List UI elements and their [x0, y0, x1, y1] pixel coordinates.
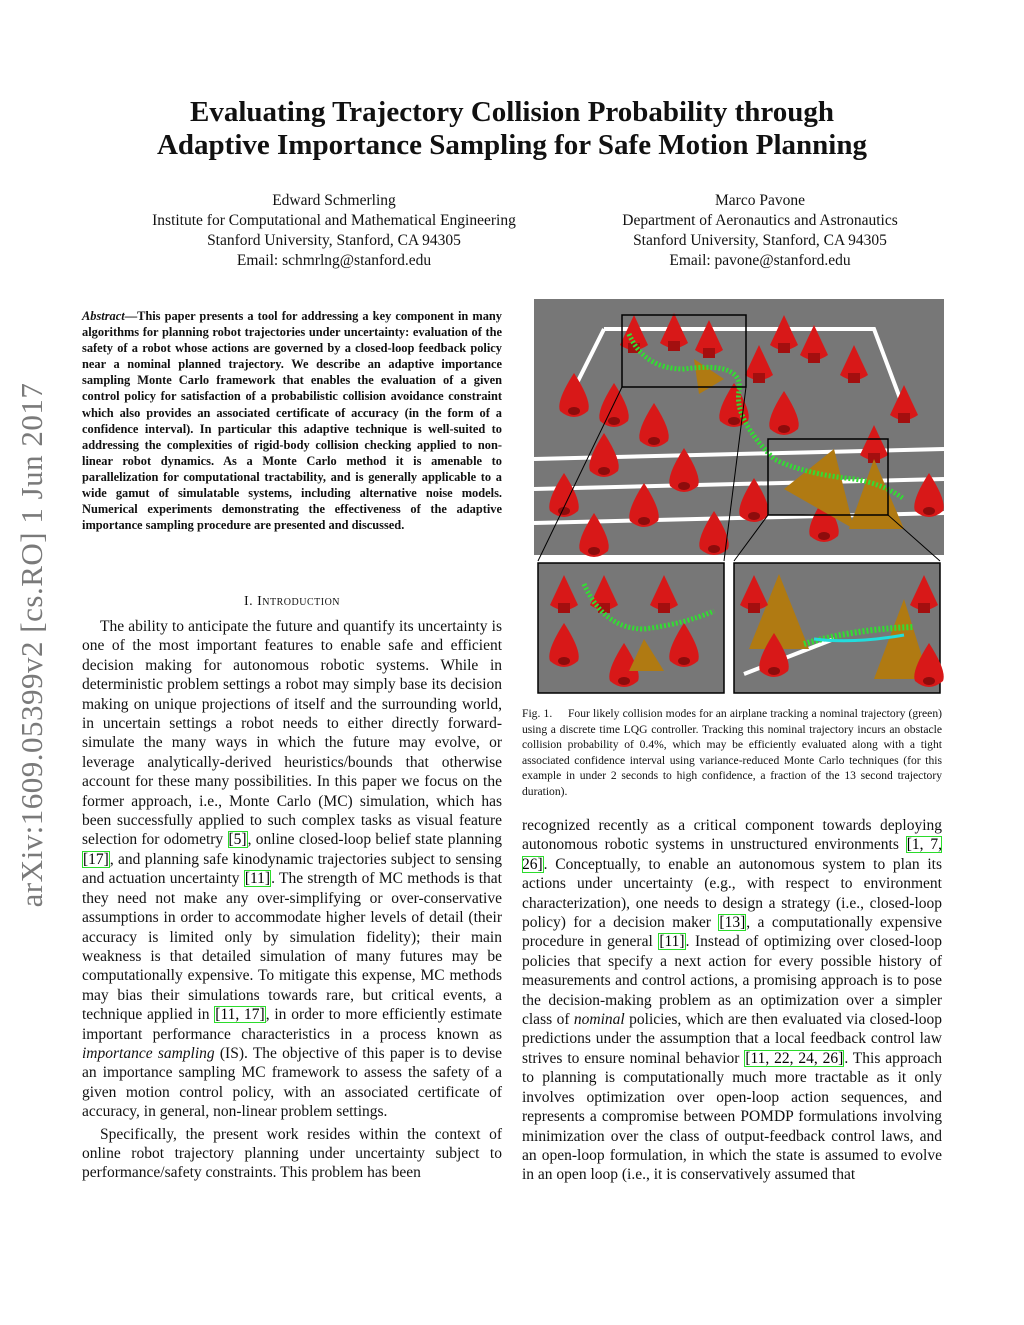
figure-1-image	[534, 299, 944, 695]
author-affiliation: Department of Aeronautics and Astronautics	[622, 212, 898, 229]
right-paragraph	[522, 816, 942, 1185]
figure-1	[534, 299, 944, 695]
citation-link[interactable]: [1, 7, 26]	[522, 836, 942, 873]
text-run: . Conceptually, to enable an autonomous system to plan its actions under uncertainty (e.g., with respect to environment characterization), one needs to design a strategy (i.e., closed-loop policy) for a decision maker	[522, 855, 942, 932]
zoom-panel-1	[538, 563, 724, 693]
text-run: recognized recently as a critical component towards deploying autonomous robotic systems in unstructured environments	[522, 817, 942, 854]
section-heading	[82, 594, 502, 610]
section-number: I.	[243, 594, 254, 609]
citation-link[interactable]: [11, 17]	[215, 1006, 265, 1024]
citation-link[interactable]: [13]	[719, 914, 746, 932]
author-name: Marco Pavone	[715, 192, 805, 209]
intro-paragraph-2: Specifically, the present work resides within the context of online robot trajectory planning under uncertainty subject to performance/safety constraints. This problem has been	[82, 1125, 502, 1182]
text-run: . The strength of MC methods is that they need not make any over-simplifying or over-conservative assumptions in order to accommodate higher levels of detail (their accuracy is limited only by simulation fidelity); their main weakness is that detailed simulation of many futures may be computationally expensive. To mitigate this expense, MC methods may bias their simulations towards rare, but critical events, a technique applied in	[82, 870, 502, 1024]
text-run: , and planning safe kinodynamic trajectories subject to sensing and actuation uncertainty	[82, 850, 502, 888]
zoom-panel-2	[734, 563, 944, 693]
abstract	[82, 308, 502, 533]
caption-text: Four likely collision modes for an airplane tracking a nominal trajectory (green) using a discrete time LQG controller. Tracking this nominal trajectory incurs an obstacle collision probability of 0.4%, which may be efficiently evaluated along with a tight associated confidence interval using variance-reduced Monte Carlo techniques (for this example in under 2 seconds to high confidence, a fraction of the 13 second trajectory duration).	[522, 707, 942, 798]
author-email: Email: schmrlng@stanford.edu	[236, 252, 432, 269]
text-run: (IS). The objective of this paper is to devise an importance sampling MC framework to assess the safety of a given motion control policy, with an associated certificate of accuracy, in general, non-linear problem settings.	[82, 1044, 503, 1121]
author-address: Stanford University, Stanford, CA 94305	[633, 232, 887, 249]
emphasis: nominal	[573, 1011, 625, 1029]
citation-link[interactable]: [11]	[244, 870, 271, 888]
citation-link[interactable]: [11, 22, 24, 26]	[745, 1049, 844, 1067]
arxiv-id-text: arXiv:1609.05399v2 [cs.RO] 1 Jun 2017	[14, 382, 49, 908]
abstract-text: —This paper presents a tool for addressing a key component in many algorithms for planning robot trajectories under uncertainty: evaluation of the safety of a robot whose actions are governed by a closed-loop feedback policy near a nominal planned trajectory. We describe an adaptive importance sampling Monte Carlo framework that enables the evaluation of a given control policy for satisfaction of a probabilistic collision avoidance constraint which also provides an associated certificate of accuracy (in the form of a confidence interval). In particular this adaptive technique is well-suited to addressing the complexities of rigid-body collision checking applied to non-linear robot dynamics. As a Monte Carlo method it is amenable to parallelization for computational tractability, and is generally applicable to a wide gamut of simulatable systems, including alternative noise models. Numerical experiments demonstrating the effectiveness of the adaptive importance sampling procedure are presented and discussed.	[82, 309, 502, 533]
intro-body	[82, 617, 502, 1183]
text-run: policies, which are then evaluated via closed-loop predictions under the assumption that a local feedback control law strives to ensure nominal behavior	[522, 1011, 942, 1067]
text-run: . This approach to planning is computationally much more tractable as it only involves optimization over open-loop action sequences, and represents a compromise between POMDP formulations involving minimization over the class of output-feedback control laws, and an open-loop formulation, in which the state is assumed to evolve in an open loop (i.e., it is conservatively assumed that	[522, 1049, 943, 1184]
figure-caption	[522, 706, 942, 800]
citation-link[interactable]: [11]	[659, 933, 685, 951]
paper-title	[100, 96, 924, 162]
caption-label: Fig. 1.	[522, 707, 553, 720]
section-title: Introduction	[257, 594, 341, 609]
abstract-label: Abstract	[82, 309, 125, 323]
author-block-1	[110, 191, 558, 271]
citation-link[interactable]: [17]	[83, 850, 109, 868]
author-name: Edward Schmerling	[272, 192, 396, 209]
author-email: Email: pavone@stanford.edu	[669, 252, 851, 269]
arxiv-sidebar-id	[8, 365, 56, 925]
intro-paragraph-1	[82, 617, 502, 1122]
title-line-1: Evaluating Trajectory Collision Probability through	[190, 96, 834, 128]
author-block-2	[560, 191, 960, 271]
title-line-2: Adaptive Importance Sampling for Safe Motion Planning	[156, 129, 867, 161]
text-run: . Instead of optimizing over closed-loop policies that specify a next action for every possible history of measurements and control actions, a promising approach is to pose the decision-making problem as an optimization over a simpler class of	[522, 933, 942, 1029]
author-affiliation: Institute for Computational and Mathematical Engineering	[152, 212, 516, 229]
text-run: , in order to more efficiently estimate important performance characteristics in a process known as	[82, 1006, 503, 1043]
emphasis: importance sampling	[82, 1044, 215, 1062]
right-column-body	[522, 816, 942, 1185]
text-run: , a computationally expensive procedure in general	[522, 914, 942, 951]
text-run: , online closed-loop belief state planning	[247, 831, 502, 849]
text-run: The ability to anticipate the future and quantify its uncertainty is one of the most important features to enable safe and efficient decision making for autonomous robotic systems. While in deterministic problem settings a robot may simply base its decision making on unique projections of itself and the surrounding world, in uncertain settings a robot needs to either directly forward-simulate the many ways in which the future may evolve, or leverage analytically-derived heuristics/bounds that otherwise account for these many possibilities. In this paper we focus on the former approach, i.e., Monte Carlo (MC) simulation, which has been successfully applied to such complex tasks as visual feature selection for odometry	[82, 618, 502, 849]
author-address: Stanford University, Stanford, CA 94305	[207, 232, 461, 249]
citation-link[interactable]: [5]	[228, 831, 247, 849]
